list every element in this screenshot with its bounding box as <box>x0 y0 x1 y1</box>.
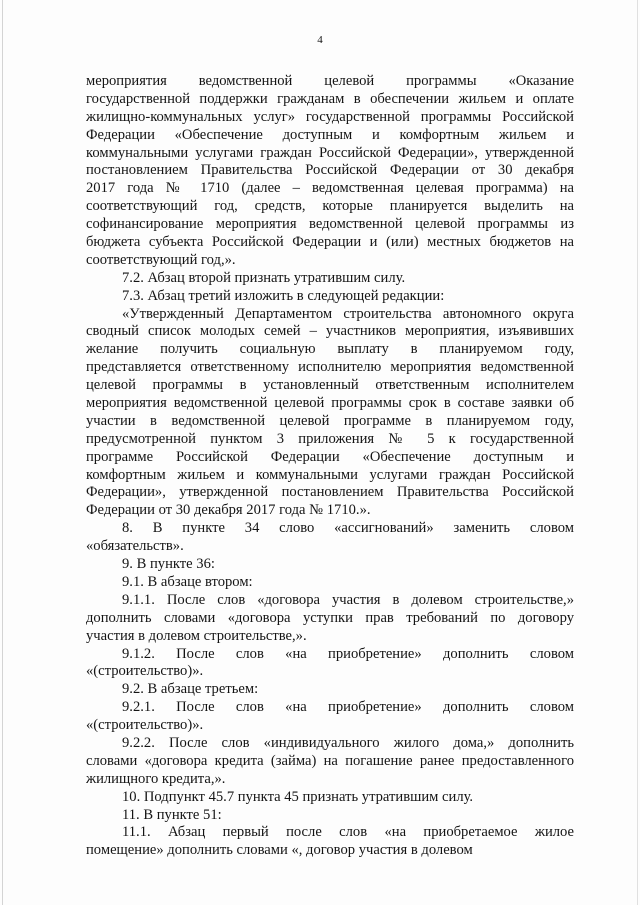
text-line: сводный список молодых семей – участников мероприятия, изъявивших <box>86 323 574 340</box>
text-line: представляется ответственному исполнителю мероприятия ведомственной <box>86 359 574 376</box>
text-line: жилищного кредита,». <box>86 770 226 787</box>
text-line: 9.1.1. После слов «договора участия в долевом строительстве,» <box>122 591 574 608</box>
text-line: соответствующий год, средств, которые планируется выделить на <box>86 198 574 215</box>
text-line: желание получить социальную выплату в планируемом году, <box>86 341 574 358</box>
text-line: 11.1. Абзац первый после слов «на приобретаемое жилое <box>122 824 574 841</box>
text-line: 9.1. В абзаце втором: <box>122 573 253 590</box>
text-line: целевой программы в установленный ответственным исполнителем <box>86 377 574 394</box>
text-line: 9. В пункте 36: <box>122 556 215 573</box>
text-line: 9.1.2. После слов «на приобретение» дополнить словом <box>122 645 574 662</box>
text-line: «(строительство)». <box>86 717 204 734</box>
text-line: государственной поддержки гражданам в обеспечении жильем и оплате <box>86 90 574 107</box>
text-line: 2017 года № 1710 (далее – ведомственная целевая программа) на <box>86 180 574 197</box>
text-line: предусмотренной пунктом 3 приложения № 5 к государственной <box>86 430 574 447</box>
text-line: 8. В пункте 34 слово «ассигнований» заменить словом <box>122 520 574 537</box>
text-line: 9.2.1. После слов «на приобретение» дополнить словом <box>122 699 574 716</box>
text-line: мероприятия ведомственной целевой программы «Оказание <box>86 73 574 89</box>
text-line: постановлением Правительства Российской Федерации от 30 декабря <box>86 162 574 179</box>
text-line: Федерации от 30 декабря 2017 года № 1710.». <box>86 502 371 519</box>
text-line: «Утвержденный Департаментом строительства автономного округа <box>122 305 574 322</box>
text-line: программе Российской Федерации «Обеспечение доступным и <box>86 448 574 465</box>
text-line: 7.2. Абзац второй признать утратившим силу. <box>122 269 406 286</box>
text-line: бюджета субъекта Российской Федерации и (или) местных бюджетов на <box>86 234 574 251</box>
text-line: соответствующий год,». <box>86 251 236 268</box>
text-line: софинансирование мероприятия ведомственной целевой программы из <box>86 216 574 233</box>
scan-edge-right <box>637 0 638 905</box>
text-line: словами «договора кредита (займа) на погашение ранее предоставленного <box>86 752 574 769</box>
text-line: 9.2.2. После слов «индивидуального жилого дома,» дополнить <box>122 734 574 751</box>
text-line: мероприятия ведомственной целевой программы срок в составе заявки об <box>86 395 574 412</box>
text-line: помещение» дополнить словами «, договор участия в долевом <box>86 842 473 859</box>
text-line: дополнить словами «договора уступки прав требований по договору <box>86 609 574 626</box>
text-line: 9.2. В абзаце третьем: <box>122 681 259 698</box>
text-line: «обязательств». <box>86 538 184 555</box>
text-line: участия в долевом строительстве,». <box>86 627 307 644</box>
text-line: комфортным жильем и коммунальными услугами граждан Российской <box>86 466 574 483</box>
scan-edge-left <box>2 0 3 905</box>
text-line: 10. Подпункт 45.7 пункта 45 признать утратившим силу. <box>122 788 474 805</box>
text-line: 7.3. Абзац третий изложить в следующей редакции: <box>122 287 445 304</box>
text-line: коммунальными услугами граждан Российской Федерации», утвержденной <box>86 144 574 161</box>
page-number: 4 <box>317 34 323 46</box>
text-line: Федерации», утвержденной постановлением Правительства Российской <box>86 484 574 501</box>
text-line: Федерации «Обеспечение доступным и комфортным жильем и <box>86 126 574 143</box>
text-line: «(строительство)». <box>86 663 204 680</box>
text-line: жилищно-коммунальных услуг» государственной программы Российской <box>86 108 574 125</box>
text-line: участии в ведомственной целевой программе в планируемом году, <box>86 412 574 429</box>
document-body <box>86 73 574 860</box>
text-line: 11. В пункте 51: <box>122 806 222 823</box>
